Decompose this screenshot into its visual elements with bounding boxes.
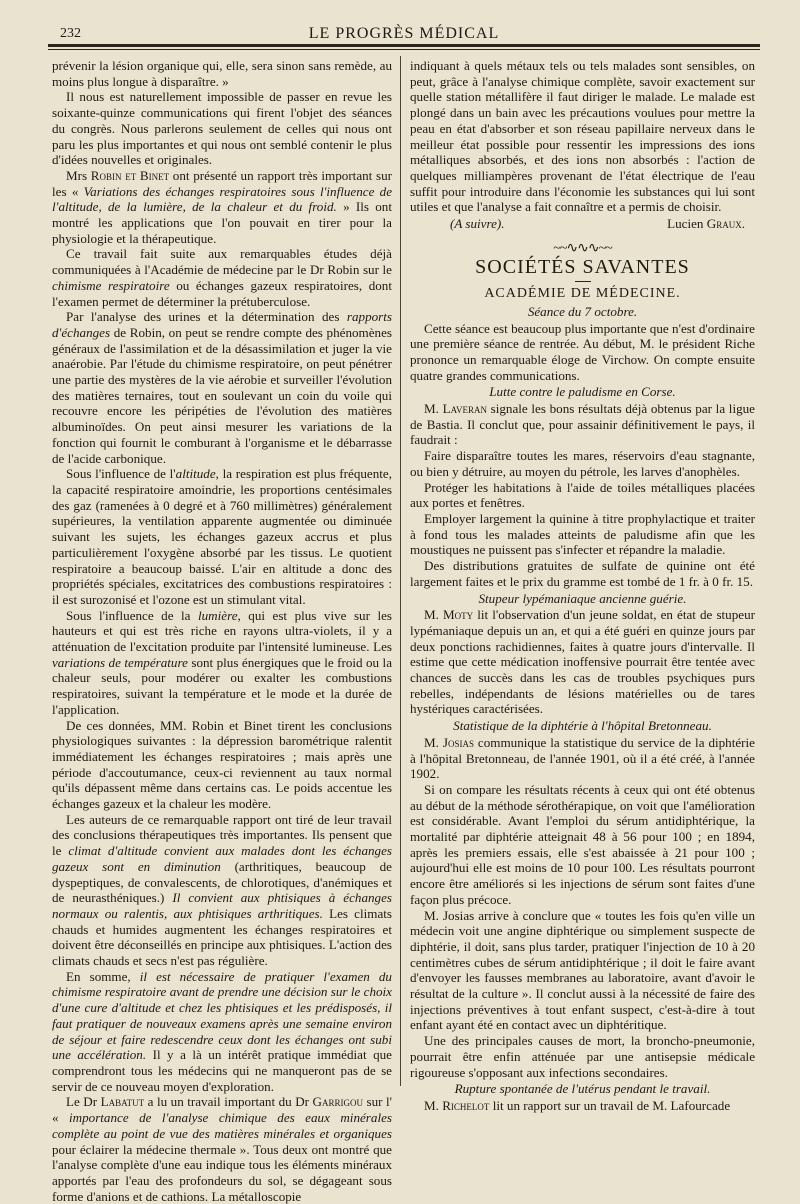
text: Les auteurs de ce remarquable rapport ont tiré de leur travail des conclusions thérapeutiques très importantes. Ils pensent que le — [52, 811, 392, 859]
text: Il y a là un intérêt pratique immédiat que comprendront tous les médecins qui ne manqueront pas de se servir de ce nouveau moyen d'exploration. — [52, 1047, 392, 1094]
paragraph: Des distributions gratuites de sulfate de quinine ont été largement faites et le prix du gramme est tombé de 1 fr. à 0 fr. 15. — [410, 558, 755, 589]
italic-text: importance de l'analyse chimique des eaux minérales complète au point de vue des matières minérales et organiques — [52, 1110, 392, 1141]
author-name: Graux. — [706, 216, 745, 232]
subsection-heading: Lutte contre le paludisme en Corse. — [489, 384, 676, 400]
text: signale les bons résultats déjà obtenus par la ligue de Bastia. Il conclut que, pour assainir définitivement le pays, il faudrait : — [410, 401, 755, 448]
italic-text: altitude — [175, 466, 216, 482]
paragraph — [410, 1098, 755, 1114]
paragraph: prévenir la lésion organique qui, elle, sera sinon sans remède, au moins plus longue à disparaître. » — [52, 58, 392, 89]
text: ou échanges gazeux respiratoires, dont l'examen permet de déterminer la prétuberculose. — [52, 277, 392, 309]
paragraph — [52, 246, 392, 309]
italic-text: il est nécessaire de pratiquer l'examen du chimisme respiratoire avant de prendre une décision sur le choix d'une cure d'altitude et chez les phtisiques et les prédisposés, il faut pratiquer de nouveaux examens après une semaine environ de séjour et faire redescendre ceux dont les échanges ont subi une accélération. — [52, 968, 392, 1063]
left-column — [52, 58, 393, 1204]
paragraph — [52, 309, 392, 466]
text: Les climats chauds et humides augmentent les échanges respiratoires et doivent être déconseillés en principe aux phtisiques. L'action des climats chauds et secs n'est pas régulière. — [52, 905, 392, 969]
paragraph: Employer largement la quinine à titre prophylactique et traiter à fond tous les malades atteints de paludisme afin que les moustiques ne puissent pas s'infecter et répandre la maladie. — [410, 510, 755, 558]
section-title: SOCIÉTÉS SAVANTES — [475, 256, 690, 279]
paragraph: M. Josias arrive à conclure que « toutes les fois qu'en ville un médecin voit une angine diphtérique ou simplement suspecte de diphtérie, il doit, sans plus tarder, pratiquer l'injection de 10 à 20 centimètres cubes de sérum antidiphtérique ; il doit le faire avant d'envoyer les fausses membranes au laboratoire, avant d'avoir le résultat de la culture ». Il conclut aussi à la nécessité de faire des injections préventives à tout enfant suspect, c'est-à-dire à tout enfant ayant été en contact avec un diphtéritique. — [410, 907, 755, 1033]
text: En somme, — [66, 968, 140, 984]
text: Sous l'influence de la — [66, 607, 198, 623]
text: Par l'analyse des urines et la détermination des — [66, 309, 347, 325]
text: Le Dr — [66, 1094, 101, 1110]
column-divider — [400, 56, 401, 1086]
text: M. — [424, 401, 443, 417]
text: , qui est plus vive sur les hauteurs et qui est très riche en rayons ultra-violets, il y a atténuation de l'excitation produite par l'intensité lumineuse. Les — [52, 607, 392, 655]
text: de Robin, on peut se rendre compte des phénomènes généraux de l'assimilation et de la désassimilation et juger la vie anaérobie. Par l'étude du chimisme respiratoire, on peut pénétrer une partie des mystères de la vie aérobie et surveiller l'évolution des matières ternaires, tout en soulevant un coin du voile qui recouvre encore les péripéties de l'évolution des matières albuminoïdes. On peut ainsi mesurer les variations de la fonction qui fournit le comburant à l'organisme et le débarrasse de l'acide carbonique. — [52, 324, 392, 466]
italic-text: Il convient aux phtisiques à échanges normaux ou ralentis, aux phtisiques arthritiques. — [52, 890, 392, 921]
italic-text: rapports d'échanges — [52, 309, 392, 340]
paragraph: Faire disparaître toutes les mares, réservoirs d'eau stagnante, ou bien y détruire, au moyen du pétrole, les larves d'anophèles. — [410, 448, 755, 479]
paragraph — [410, 735, 755, 782]
text: sur l' « — [52, 1094, 393, 1126]
to-be-continued: (A suivre). — [450, 216, 505, 232]
subsection-heading: Statistique de la diphtérie à l'hôpital Bretonneau. — [453, 718, 712, 734]
subsection-heading: Stupeur lypémaniaque ancienne guérie. — [478, 590, 687, 606]
paragraph — [52, 168, 392, 247]
text: M. — [424, 607, 444, 623]
session-date: Séance du 7 octobre. — [527, 303, 638, 319]
header-rule-thin — [48, 49, 760, 50]
paragraph — [52, 608, 392, 718]
text: Mrs — [66, 167, 91, 183]
text: pour éclairer la médecine thermale ». Tous deux ont montré que l'analyse complète d'une eau indique tous les éléments minéraux apportés par l'eau des profondeurs du sol, se dégageant sous forme d'anions et de cathions. La métalloscopie — [52, 1141, 392, 1204]
page-number: 232 — [60, 26, 81, 41]
paragraph: Si on compare les résultats récents à ceux qui ont été obtenus au début de la méthode sérothérapique, on voit que l'amélioration est considérable. Avant l'emploi du sérum antidiphtérique, la mortalité par diphtérie atteignait 48 à 56 pour 100 ; en 1894, après les premiers essais, elle s'est abaissée à 21 pour 100 ; aujourd'hui elle est moins de 10 pour 100. Les résultats pourront encore être améliorés si les injections de sérum sont faites d'une façon plus précoce. — [410, 781, 755, 907]
author-name: Laveran — [442, 401, 487, 417]
paragraph — [52, 1094, 392, 1204]
author-name: Labatut — [100, 1094, 145, 1110]
italic-text: climat d'altitude convient aux malades dont les échanges gazeux sont en diminution — [52, 843, 392, 874]
text: , la respiration est plus fréquente, la capacité respiratoire amoindrie, les proportions centésimales des gaz (ramenées à 0 degré et à 760 millimètres) généralement supérieures, la ventilation apparente augmentée ou diminuée suivant les sujets, les échanges gazeux accrus et plus particulièrement l'oxygène absorbé par les tissus. Le quotient respiratoire a beaucoup baissé. L'air en altitude a donc des propriétés spéciales, excitatrices des combustions respiratoires : il est surozonisé et l'ozone est un stimulant vital. — [52, 466, 392, 607]
text: lit un rapport sur un travail de M. Lafourcade — [489, 1098, 731, 1113]
text: a lu un travail important du Dr — [144, 1094, 313, 1110]
report-title: Variations des échanges respiratoires sous l'influence de l'altitude, de la lumière, de la chaleur et du froid. — [52, 183, 393, 215]
text: sont plus énergiques que le froid ou la chaleur seuls, pour modérer ou exalter les combustions respiratoires, suivant la température et le mode et la durée de l'application. — [52, 654, 392, 717]
text: Lucien — [667, 216, 707, 232]
text: communique la statistique du service de la diphtérie à l'hôpital Bretonneau, de l'année 1901, où il a été créé, à l'année 1902. — [410, 734, 755, 782]
text: » Ils ont montré les applications que l'on pouvait en tirer pour la physiologie et la thérapeutique. — [52, 199, 392, 246]
right-column — [410, 58, 755, 1113]
paragraph — [52, 812, 392, 969]
author-name: Garrigou — [312, 1094, 363, 1110]
text: M. — [424, 734, 443, 750]
author-name: Moty — [443, 607, 474, 623]
paragraph: Une des principales causes de mort, la broncho-pneumonie, pourrait être enfin atténuée par une antisepsie médicale rigoureuse s'opposant aux infections secondaires. — [410, 1033, 755, 1080]
subsection-heading: Rupture spontanée de l'utérus pendant le travail. — [454, 1081, 711, 1097]
paragraph — [410, 607, 755, 717]
academy-heading: ACADÉMIE DE MÉDECINE. — [484, 286, 681, 302]
paragraph — [52, 466, 392, 607]
paragraph: Il nous est naturellement impossible de passer en revue les soixante-quinze communications qui firent l'objet des séances du congrès. Nous parlerons seulement de celles qui nous ont paru les plus importantes et qui nous ont semblé contenir le plus d'idées nouvelles et originales. — [52, 89, 392, 168]
paragraph — [52, 969, 392, 1095]
paragraph: Protéger les habitations à l'aide de toiles métalliques placées aux portes et fenêtres. — [410, 479, 755, 511]
paragraph: Cette séance est beaucoup plus importante que n'est d'ordinaire une première séance de rentrée. Au début, M. le président Riche prononce un remarquable éloge de Virchow. On compte ensuite quatre grandes communications. — [410, 320, 755, 383]
text: ont présenté un rapport très important sur les « — [52, 167, 393, 199]
author-signature — [667, 216, 745, 232]
ornament-divider: ~~∿∿∿~~ — [553, 240, 612, 256]
author-name: Richelot — [442, 1098, 490, 1113]
page-header — [48, 22, 760, 44]
short-rule — [575, 281, 591, 282]
running-title: LE PROGRÈS MÉDICAL — [308, 25, 500, 42]
text: M. — [424, 1098, 443, 1113]
author-names: Robin et Binet — [90, 167, 170, 183]
text: Sous l'influence de l' — [66, 466, 176, 482]
italic-text: variations de température — [52, 654, 188, 670]
text: (arthritiques, beaucoup de dyspeptiques, de convalescents, de chlorotiques, d'anémiques et de neurasthéniques.) — [52, 858, 392, 906]
text: Ce travail fait suite aux remarquables études déjà communiquées à l'Académie de médecine par le Dr Robin sur le — [52, 246, 392, 278]
paragraph: indiquant à quels métaux tels ou tels malades sont sensibles, on peut, grâce à l'analyse chimique complète, savoir exactement sur quelle station métallifère il faut diriger le malade. Le malade est plongé dans un bain avec les précautions voulues pour mettre la peau en état d'absorber et son réseau papillaire nerveux dans le meilleur état possible pour ressentir les impressions des ions métalliques absorbés, et des ions non absorbés : l'action de quelques milliampères provenant de l'état électrique de l'eau suffit pour introduire dans l'économie les substances qui lui sont utiles et que l'analyse a fait connaître et a permis de choisir. — [410, 58, 755, 215]
text: lit l'observation d'un jeune soldat, en état de stupeur lypémaniaque depuis un an, et qui a été guéri en quinze jours par deux ponctions rachidiennes, faites à quatre jours d'intervalle. Il estime que cette médication inoffensive pourrait être tentée avec chances de succès dans les cas de troubles psychiques purs rebelles, indépendants de lésions matérielles ou de tares hystériques caractérisées. — [410, 607, 755, 717]
header-rule-thick — [48, 44, 760, 47]
paragraph: De ces données, MM. Robin et Binet tirent les conclusions physiologiques suivantes : la dépression barométrique ralentit immédiatement les échanges respiratoires ; mais après une période d'accoutumance, ceux-ci reviennent au taux normal qu'ils dépassent même dans certains cas. Le poids accentue les échanges gazeux et la chaleur les modère. — [52, 717, 392, 812]
author-name: Josias — [442, 734, 474, 750]
italic-text: lumière — [198, 607, 238, 623]
italic-text: chimisme respiratoire — [52, 277, 170, 293]
signature-line — [410, 216, 755, 232]
paragraph — [410, 401, 755, 448]
